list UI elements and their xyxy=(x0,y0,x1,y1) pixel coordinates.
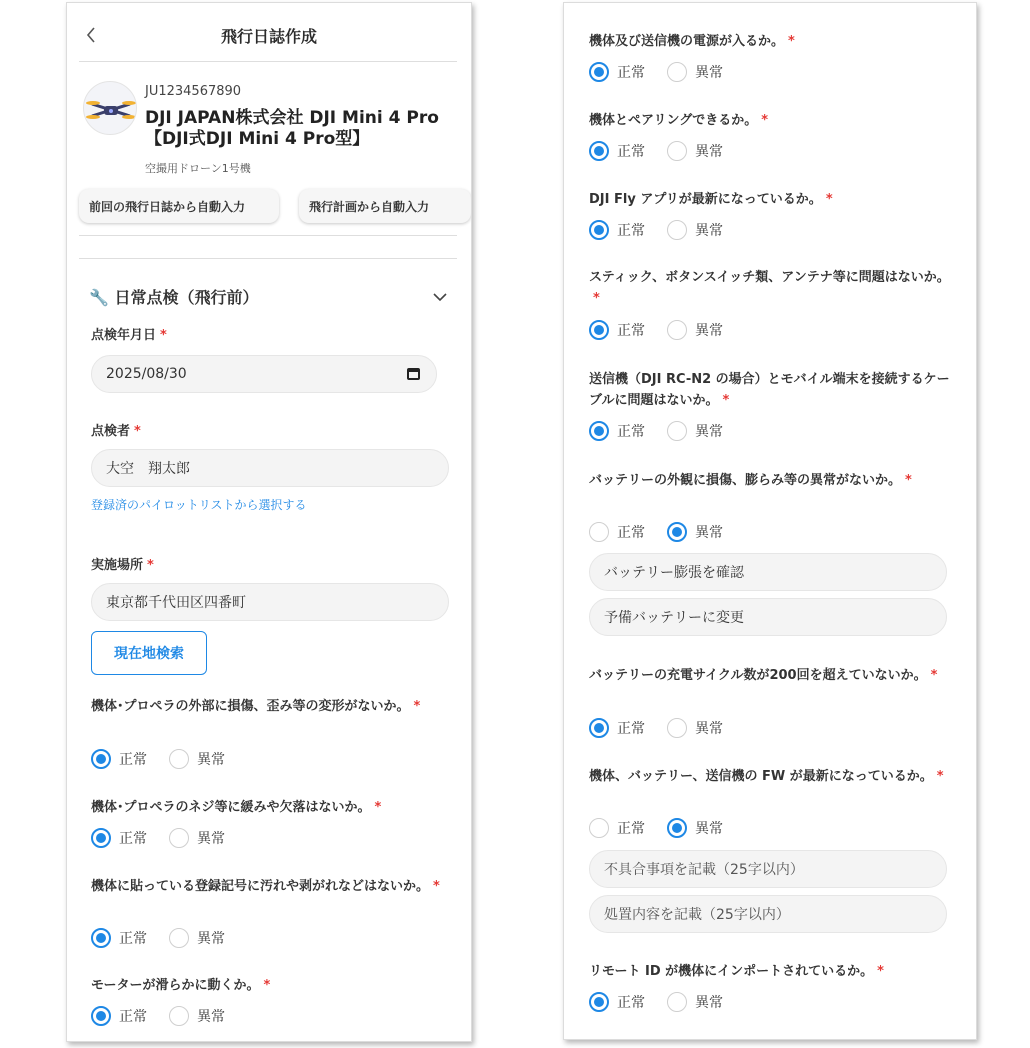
check-question: 機体に貼っている登録記号に汚れや剥がれなどはないか。 * xyxy=(91,879,440,894)
aircraft-model: DJI JAPAN株式会社 DJI Mini 4 Pro【DJI式DJI Mini 4 Pro型】 xyxy=(145,108,439,149)
check-radio-group xyxy=(589,219,745,241)
radio-abnormal[interactable] xyxy=(667,421,687,441)
check-radio-group xyxy=(589,991,745,1013)
form-panel-left xyxy=(66,2,472,1042)
defect-detail-input[interactable]: 不具合事項を記載（25字以内） xyxy=(589,850,947,888)
radio-abnormal[interactable] xyxy=(667,141,687,161)
check-question: 送信機（DJI RC-N2 の場合）とモバイル端末を接続するケーブルに問題はないか。 * xyxy=(589,372,950,408)
radio-normal[interactable] xyxy=(589,718,609,738)
form-panel-right xyxy=(563,2,977,1040)
inspector-input[interactable]: 大空 翔太郎 xyxy=(91,449,449,487)
check-radio-group xyxy=(91,1005,247,1027)
check-question: 機体･プロペラの外部に損傷、歪み等の変形がないか。 * xyxy=(91,699,421,714)
pilot-list-link[interactable]: 登録済のパイロットリストから選択する xyxy=(91,498,307,512)
radio-abnormal[interactable] xyxy=(169,928,189,948)
check-radio-group xyxy=(589,420,745,442)
radio-normal-label[interactable]: 正常 xyxy=(617,525,645,541)
check-radio-group xyxy=(589,319,745,341)
drone-icon xyxy=(84,82,137,135)
section-title: 🔧 日常点検（飛行前） xyxy=(89,288,259,307)
radio-normal[interactable] xyxy=(589,992,609,1012)
radio-abnormal[interactable] xyxy=(169,828,189,848)
radio-normal[interactable] xyxy=(91,928,111,948)
radio-abnormal-label[interactable]: 異常 xyxy=(695,65,723,81)
radio-abnormal-label[interactable]: 異常 xyxy=(695,323,723,339)
radio-abnormal-label[interactable]: 異常 xyxy=(197,752,225,768)
radio-abnormal[interactable] xyxy=(667,220,687,240)
radio-normal-label[interactable]: 正常 xyxy=(119,931,147,947)
check-radio-group xyxy=(589,140,745,162)
radio-normal[interactable] xyxy=(589,220,609,240)
chevron-down-icon xyxy=(433,290,447,304)
check-question: 機体･プロペラのネジ等に緩みや欠落はないか。 * xyxy=(91,800,382,815)
radio-normal-label[interactable]: 正常 xyxy=(119,1009,147,1025)
check-radio-group xyxy=(91,927,247,949)
place-input[interactable]: 東京都千代田区四番町 xyxy=(91,583,449,621)
autofill-prev-log-button[interactable]: 前回の飛行日誌から自動入力 xyxy=(79,189,279,223)
collapse-button[interactable] xyxy=(433,289,447,303)
check-question: スティック、ボタンスイッチ類、アンテナ等に問題はないか。* xyxy=(589,270,950,306)
radio-abnormal[interactable] xyxy=(667,818,687,838)
aircraft-avatar xyxy=(83,81,137,135)
check-radio-group xyxy=(589,61,745,83)
check-radio-group xyxy=(589,717,745,739)
radio-abnormal[interactable] xyxy=(667,320,687,340)
radio-normal[interactable] xyxy=(589,62,609,82)
radio-normal[interactable] xyxy=(589,320,609,340)
radio-abnormal[interactable] xyxy=(169,1006,189,1026)
radio-normal[interactable] xyxy=(91,828,111,848)
radio-normal[interactable] xyxy=(589,522,609,542)
radio-normal[interactable] xyxy=(91,1006,111,1026)
radio-abnormal-label[interactable]: 異常 xyxy=(695,144,723,160)
radio-normal-label[interactable]: 正常 xyxy=(617,323,645,339)
radio-normal-label[interactable]: 正常 xyxy=(617,995,645,1011)
radio-abnormal-label[interactable]: 異常 xyxy=(197,931,225,947)
calendar-icon[interactable] xyxy=(407,368,420,380)
radio-abnormal[interactable] xyxy=(667,522,687,542)
defect-detail-input[interactable]: バッテリー膨張を確認 xyxy=(589,553,947,591)
aircraft-serial: JU1234567890 xyxy=(145,84,242,99)
divider xyxy=(79,235,457,236)
radio-normal-label[interactable]: 正常 xyxy=(617,144,645,160)
radio-normal-label[interactable]: 正常 xyxy=(617,65,645,81)
radio-normal[interactable] xyxy=(589,141,609,161)
inspector-label: 点検者 * xyxy=(91,424,141,439)
check-question: 機体、バッテリー、送信機の FW が最新になっているか。 * xyxy=(589,769,944,784)
radio-abnormal-label[interactable]: 異常 xyxy=(695,995,723,1011)
radio-abnormal-label[interactable]: 異常 xyxy=(197,831,225,847)
check-question: バッテリーの外観に損傷、膨らみ等の異常がないか。 * xyxy=(589,473,912,488)
date-label: 点検年月日 * xyxy=(91,328,167,343)
radio-abnormal-label[interactable]: 異常 xyxy=(695,821,723,837)
radio-abnormal[interactable] xyxy=(667,62,687,82)
check-radio-group xyxy=(589,817,745,839)
radio-abnormal[interactable] xyxy=(667,718,687,738)
radio-normal-label[interactable]: 正常 xyxy=(119,831,147,847)
radio-normal-label[interactable]: 正常 xyxy=(617,821,645,837)
check-question: モーターが滑らかに動くか。 * xyxy=(91,978,271,993)
check-radio-group xyxy=(91,748,247,770)
radio-normal-label[interactable]: 正常 xyxy=(617,223,645,239)
radio-abnormal-label[interactable]: 異常 xyxy=(695,223,723,239)
radio-normal[interactable] xyxy=(91,749,111,769)
radio-normal[interactable] xyxy=(589,818,609,838)
check-question: リモート ID が機体にインポートされているか。 * xyxy=(589,964,884,979)
radio-abnormal-label[interactable]: 異常 xyxy=(197,1009,225,1025)
aircraft-nickname: 空撮用ドローン1号機 xyxy=(145,162,251,175)
check-question: バッテリーの充電サイクル数が200回を超えていないか。 * xyxy=(589,668,938,683)
autofill-flight-plan-button[interactable]: 飛行計画から自動入力 xyxy=(299,189,471,223)
check-question: 機体及び送信機の電源が入るか。 * xyxy=(589,34,795,49)
divider xyxy=(79,61,457,62)
radio-abnormal[interactable] xyxy=(169,749,189,769)
place-label: 実施場所 * xyxy=(91,558,154,573)
page-title: 飛行日誌作成 xyxy=(220,27,317,46)
date-input[interactable]: 2025/08/30 xyxy=(91,355,437,393)
radio-normal[interactable] xyxy=(589,421,609,441)
radio-abnormal[interactable] xyxy=(667,992,687,1012)
radio-normal-label[interactable]: 正常 xyxy=(119,752,147,768)
check-radio-group xyxy=(589,521,745,543)
radio-abnormal-label[interactable]: 異常 xyxy=(695,424,723,440)
location-search-button[interactable]: 現在地検索 xyxy=(91,631,207,675)
check-radio-group xyxy=(91,827,247,849)
radio-normal-label[interactable]: 正常 xyxy=(617,424,645,440)
radio-abnormal-label[interactable]: 異常 xyxy=(695,525,723,541)
action-taken-input[interactable]: 予備バッテリーに変更 xyxy=(589,598,947,636)
action-taken-input[interactable]: 処置内容を記載（25字以内） xyxy=(589,895,947,933)
check-question: DJI Fly アプリが最新になっているか。 * xyxy=(589,192,833,207)
divider xyxy=(79,258,457,259)
radio-normal-label[interactable]: 正常 xyxy=(617,721,645,737)
radio-abnormal-label[interactable]: 異常 xyxy=(695,721,723,737)
check-question: 機体とペアリングできるか。 * xyxy=(589,113,769,128)
